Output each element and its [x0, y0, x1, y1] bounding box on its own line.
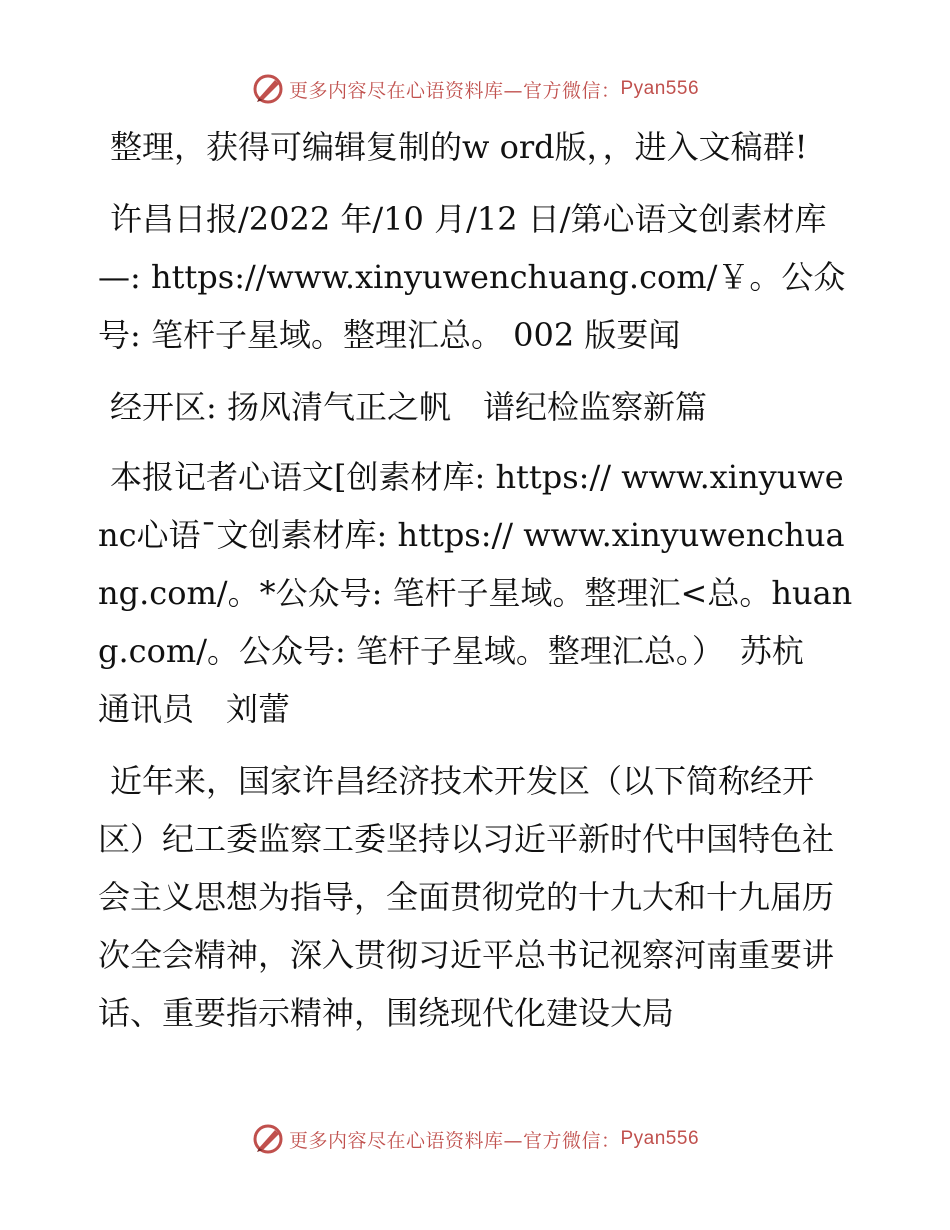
banner-wechat-id: Pyan556	[620, 78, 700, 99]
pen-logo-icon	[251, 72, 285, 106]
article-headline: 经开区: 扬风清气正之帆 谱纪检监察新篇	[110, 388, 707, 426]
pen-logo-icon	[251, 1122, 285, 1156]
banner-wechat-id: Pyan556	[620, 1128, 700, 1149]
paragraph-body: 近年来，国家许昌经济技术开发区（以下简称经开区）纪工委监察工委坚持以习近平新时代中国特色社会主义思想为指导，全面贯彻党的十九大和十九届历次全会精神，深入贯彻习近平总书记视察河南重要讲话、重要指示精神，围绕现代化建设大局	[98, 762, 835, 1032]
paragraph-intro: 整理，获得可编辑复制的w ord版，，进入文稿群!	[110, 128, 808, 166]
footer-banner	[0, 1122, 950, 1156]
banner-text: 更多内容尽在心语资料库—官方微信：	[288, 79, 621, 102]
document-body	[98, 118, 858, 1056]
paragraph-byline: 本报记者心语文[创素材库: https:// www.xinyuwenc心语¯文创素材库: https:// www.xinyuwenchuang.com/。*公众号: 笔杆子星域。整理汇<总。huang.com/。公众号: 笔杆子星域。整理汇总。） 苏杭 通讯员 刘蕾	[98, 458, 853, 728]
header-banner	[0, 72, 950, 106]
banner-text: 更多内容尽在心语资料库—官方微信：	[288, 1129, 621, 1152]
paragraph-source: 许昌日报/2022 年/10 月/12 日/第心语文创素材库—: https://www.xinyuwenchuang.com/￥。公众号: 笔杆子星域。整理汇总。 002 版要闻	[98, 200, 846, 354]
